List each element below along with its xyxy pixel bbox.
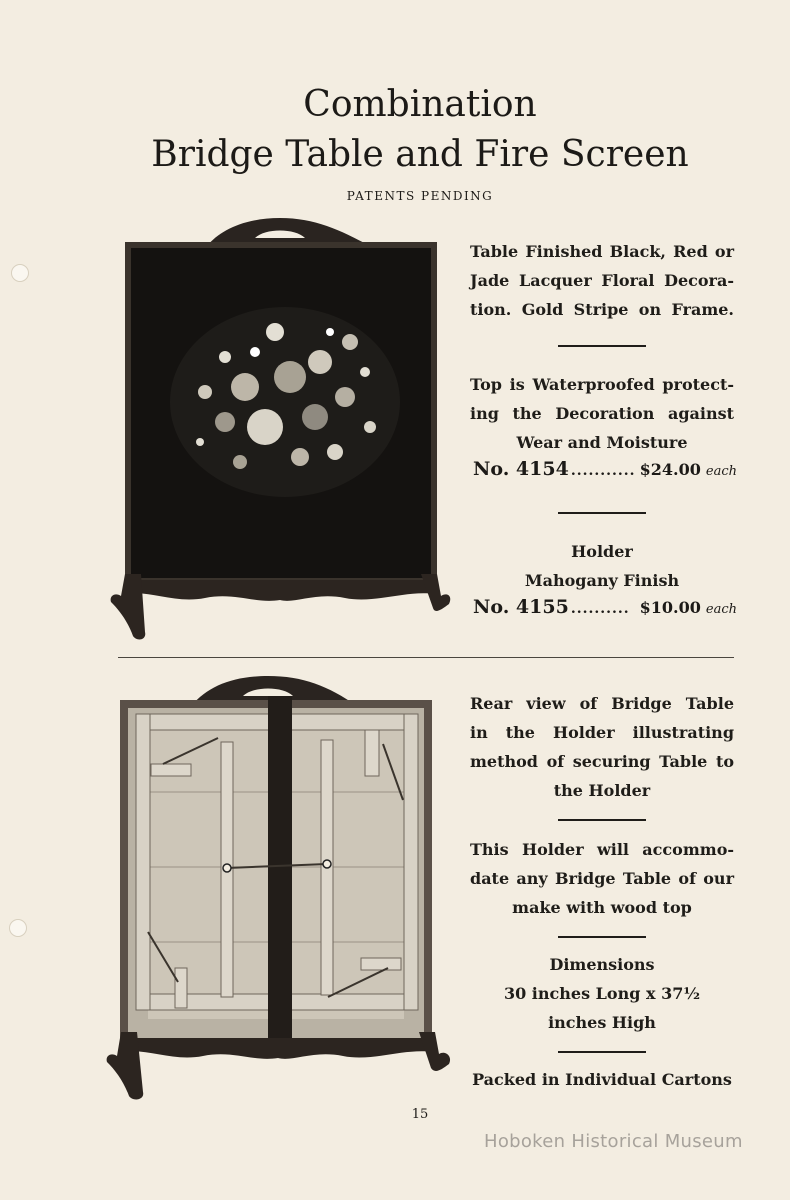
- binder-hole-bottom: [9, 919, 27, 937]
- packed-text: Packed in Individual Cartons: [472, 1070, 732, 1089]
- finish-description: [470, 237, 734, 324]
- finish-line-3: tion. Gold Stripe on Frame.: [470, 300, 734, 319]
- rule-1: [558, 345, 646, 347]
- item-unit: each: [705, 464, 737, 479]
- rear-line-3: method of securing Table to: [470, 752, 734, 771]
- top-line-3: Wear and Moisture: [516, 433, 688, 452]
- leader-dots: ...........: [570, 463, 636, 479]
- dimensions-title: Dimensions: [549, 955, 655, 974]
- dimensions-block: [470, 950, 734, 1037]
- museum-watermark: Hoboken Historical Museum: [484, 1131, 743, 1152]
- top-line-2: ing the Decoration against: [470, 404, 734, 423]
- patents-pending-label: PATENTS PENDING: [346, 189, 494, 203]
- section-divider: [118, 657, 734, 658]
- dimensions-line-2: inches High: [548, 1013, 656, 1032]
- rule-3: [558, 819, 646, 821]
- rear-line-2: in the Holder illustrating: [470, 723, 734, 742]
- item-price: $10.00: [639, 598, 701, 617]
- rule-5: [558, 1051, 646, 1053]
- accommodate-description: [470, 835, 734, 922]
- rear-line-1: Rear view of Bridge Table: [470, 694, 734, 713]
- top-description: [470, 370, 734, 457]
- holder-finish: Mahogany Finish: [524, 571, 680, 590]
- rule-4: [558, 936, 646, 938]
- rear-line-4: the Holder: [553, 781, 651, 800]
- leader-dots: ..........: [570, 601, 630, 617]
- packing-note: [470, 1065, 734, 1094]
- top-line-1: Top is Waterproofed protect-: [470, 375, 734, 394]
- item-price: $24.00: [639, 460, 701, 479]
- accom-line-2: date any Bridge Table of our: [470, 869, 734, 888]
- holder-description: [470, 537, 734, 595]
- accom-line-3: make with wood top: [512, 898, 692, 917]
- page-number: 15: [411, 1107, 429, 1122]
- dimensions-line-1: 30 inches Long x 37½: [503, 984, 701, 1003]
- accom-line-1: This Holder will accommo-: [470, 840, 734, 859]
- price-line-4155: [473, 596, 737, 618]
- fire-screen-front-illustration: [105, 212, 455, 647]
- floral-bouquet: [170, 307, 400, 497]
- item-number: No. 4155: [473, 596, 569, 618]
- rear-view-description: [470, 689, 734, 805]
- page-title-line2: Bridge Table and Fire Screen: [151, 134, 689, 175]
- finish-line-1: Table Finished Black, Red or: [470, 242, 734, 261]
- page-title-line1: Combination: [303, 84, 537, 125]
- item-number: No. 4154: [473, 458, 569, 480]
- price-line-4154: [473, 458, 737, 480]
- item-unit: each: [705, 602, 737, 617]
- bridge-table-rear-illustration: [103, 672, 455, 1104]
- finish-line-2: Jade Lacquer Floral Decora-: [470, 271, 734, 290]
- rule-2: [558, 512, 646, 514]
- binder-hole-top: [11, 264, 29, 282]
- holder-title: Holder: [571, 542, 633, 561]
